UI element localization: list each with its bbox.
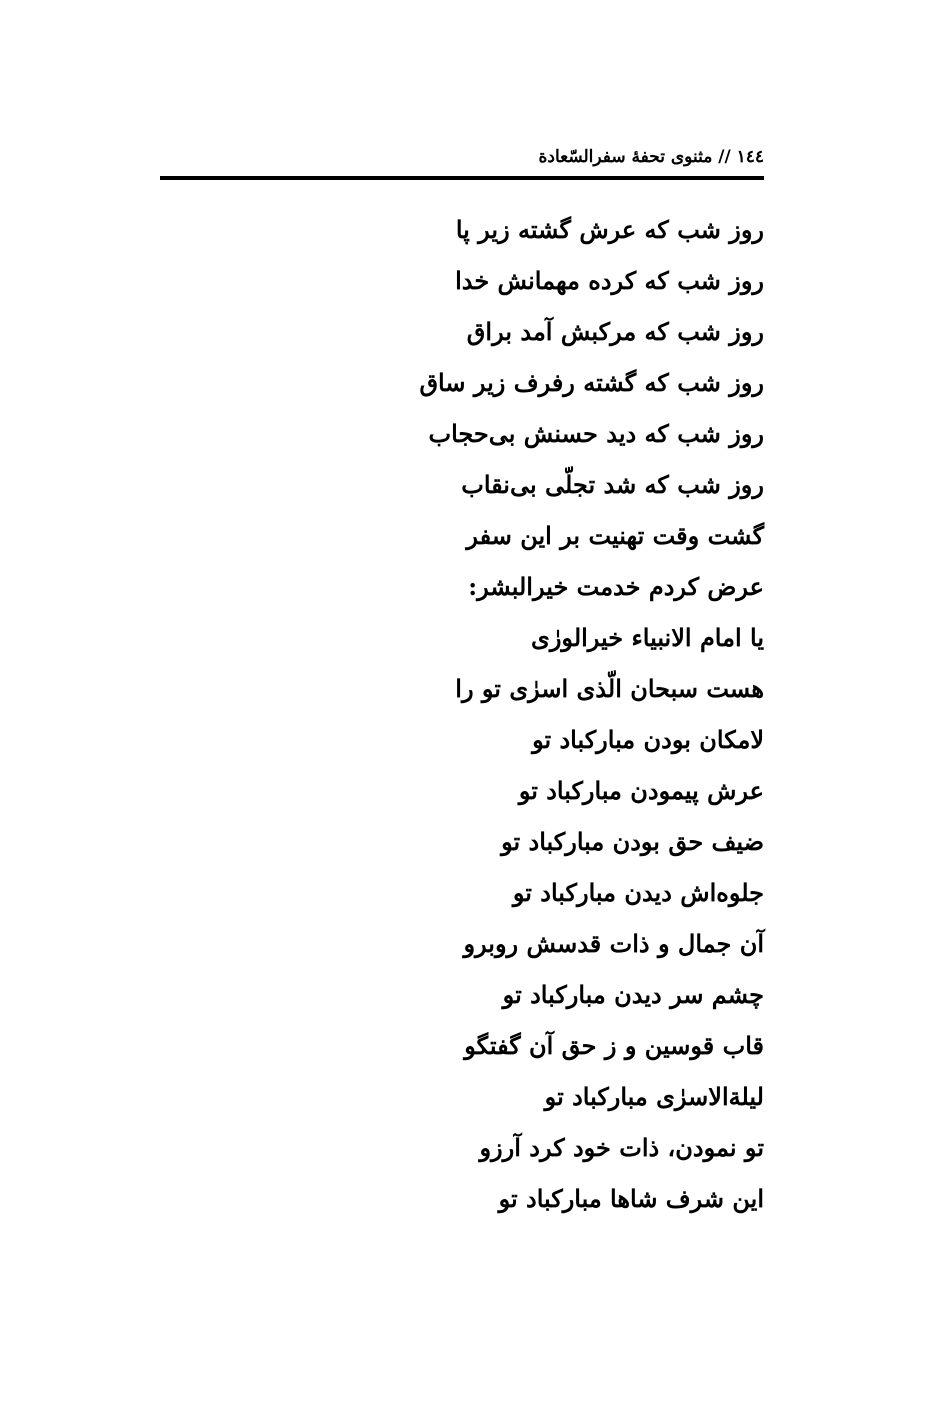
- poem-line: روز شب که عرش گشته زیر پا: [455, 215, 764, 244]
- poem-line: گشت وقت تهنیت بر این سفر: [466, 521, 764, 550]
- poem-line: روز شب که کرده مهمانش خدا: [455, 266, 764, 295]
- poem-line: این شرف شاها مبارکباد تو: [498, 1184, 764, 1213]
- poem-line: آن جمال و ذات قدسش روبرو: [463, 929, 764, 958]
- poem-line: قاب قوسین و ز حق آن گفتگو: [464, 1031, 764, 1060]
- poem-line: روز شب که گشته رفرف زیر ساق: [419, 368, 764, 397]
- poem-line: تو نمودن، ذات خود کرد آرزو: [479, 1133, 764, 1162]
- poem-line: جلوه‌اش دیدن مبارکباد تو: [512, 878, 764, 907]
- poem-line: یا امام الانبیاء خیرالورٰی: [531, 623, 764, 652]
- poem-line: لامکان بودن مبارکباد تو: [532, 725, 764, 754]
- poem-line: عرض کردم خدمت خیرالبشر:: [468, 572, 764, 601]
- poem-line: هست سبحان الّذی اسرٰی تو را: [455, 674, 764, 703]
- poem-line: چشم سر دیدن مبارکباد تو: [502, 980, 764, 1009]
- poem-line: روز شب که شد تجلّی بی‌نقاب: [461, 470, 764, 499]
- poem-line: ضیف حق بودن مبارکباد تو: [501, 827, 764, 856]
- running-head: ١٤٤ // مثنوی تحفهٔ سفرالسّعادة: [538, 147, 764, 167]
- poem-line: عرش پیمودن مبارکباد تو: [518, 776, 764, 805]
- poem-line: روز شب که دید حسنش بی‌حجاب: [428, 419, 764, 448]
- poem-line: لیلة‌الاسرٰی مبارکباد تو: [544, 1082, 764, 1111]
- poem-line: روز شب که مرکبش آمد براق: [466, 317, 764, 346]
- poem: [160, 204, 764, 1224]
- header-rule: [160, 176, 764, 180]
